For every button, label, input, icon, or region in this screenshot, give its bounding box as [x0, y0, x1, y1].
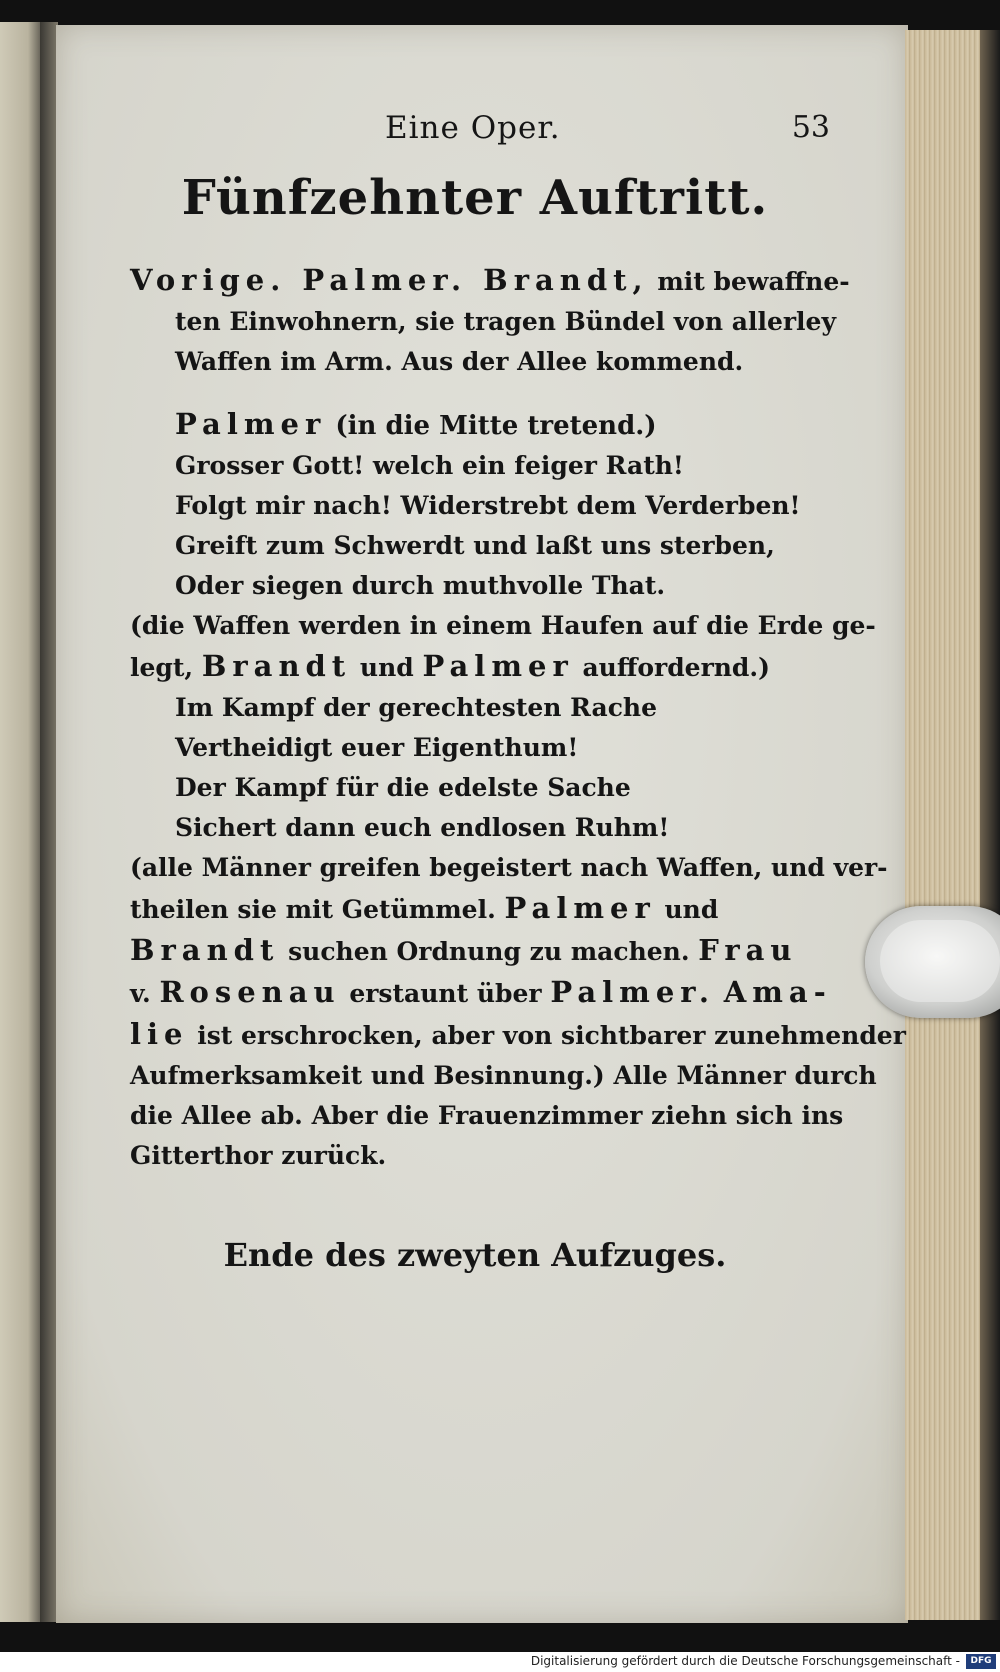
scene-title: Fünfzehnter Auftritt.	[181, 170, 769, 226]
character-name: Palmer	[504, 891, 656, 925]
stage-direction-line	[130, 646, 820, 688]
verse-line: Folgt mir nach! Widerstrebt dem Verderben!	[175, 491, 801, 520]
footer-bar	[0, 1652, 1000, 1672]
speaker-line	[130, 404, 820, 446]
running-head: Eine Oper.	[385, 110, 561, 146]
stage-intro-line-1-rest: mit bewaffne-	[657, 267, 850, 296]
character-name: Palmer.	[550, 975, 715, 1009]
stage-intro	[130, 260, 850, 382]
direction-text: ist erschrocken, aber von sichtbarer zunehmender	[197, 1021, 906, 1050]
dfg-logo: DFG	[966, 1654, 996, 1669]
stage-intro-line-3: Waffen im Arm. Aus der Allee kommend.	[175, 347, 744, 376]
stage-direction-line: Aufmerksamkeit und Besinnung.) Alle Männer durch	[130, 1061, 877, 1090]
stage-direction-line	[130, 930, 820, 972]
stage-intro-line-1	[130, 260, 850, 302]
page-block-shadow	[980, 30, 1000, 1620]
stage-direction-line: die Allee ab. Aber die Frauenzimmer ziehn sich ins	[130, 1101, 844, 1130]
stage-direction-line: (die Waffen werden in einem Haufen auf die Erde ge-	[130, 611, 876, 640]
stage-direction-line: (alle Männer greifen begeistert nach Waffen, und ver-	[130, 853, 888, 882]
stage-direction-1	[130, 606, 876, 688]
stage-direction-line	[130, 972, 832, 1014]
page-content	[130, 110, 906, 1274]
stage-intro-names: Vorige. Palmer. Brandt,	[130, 263, 649, 297]
speaker-name: Palmer	[175, 407, 327, 441]
stage-direction-line	[130, 888, 820, 930]
verse-line: Grosser Gott! welch ein feiger Rath!	[175, 451, 684, 480]
direction-text: erstaunt über	[349, 979, 542, 1008]
footer-credit: Digitalisierung gefördert durch die Deutsche Forschungsgemeinschaft -	[530, 1654, 960, 1668]
facing-page-edge	[0, 22, 40, 1622]
direction-text: und	[359, 653, 414, 682]
character-name: Rosenau	[159, 975, 341, 1009]
speaker-direction: (in die Mitte tretend.)	[335, 411, 657, 441]
verse-line: Der Kampf für die edelste Sache	[175, 773, 631, 802]
page-block-edge	[905, 30, 983, 1620]
direction-text: suchen Ordnung zu machen.	[288, 937, 690, 966]
page-number: 53	[791, 110, 830, 145]
act-end-line: Ende des zweyten Aufzuges.	[223, 1236, 727, 1274]
page-header	[130, 110, 830, 160]
page-clip-highlight	[880, 920, 1000, 1002]
verse-line: Greift zum Schwerdt und laßt uns sterben,	[175, 531, 775, 560]
stage-direction-line	[130, 1014, 906, 1056]
stage-intro-line-2: ten Einwohnern, sie tragen Bündel von allerley	[175, 307, 836, 336]
character-name: Brandt	[201, 649, 352, 683]
character-name: Ama-	[723, 975, 832, 1009]
verse-line: Im Kampf der gerechtesten Rache	[175, 693, 658, 722]
direction-text: auffordernd.)	[582, 653, 770, 682]
character-name: lie	[130, 1017, 189, 1051]
direction-text: theilen sie mit Getümmel.	[130, 895, 496, 924]
character-name: Frau	[698, 933, 798, 967]
direction-text: legt,	[130, 653, 194, 682]
stage-direction-2	[130, 848, 906, 1176]
stage-direction-line: Gitterthor zurück.	[130, 1141, 387, 1170]
verse-line: Oder siegen durch muthvolle That.	[175, 571, 666, 600]
direction-text: und	[664, 895, 719, 924]
character-name: Brandt	[130, 933, 280, 967]
verse-line: Vertheidigt euer Eigenthum!	[175, 733, 579, 762]
verse-line: Sichert dann euch endlosen Ruhm!	[175, 813, 670, 842]
character-name: Palmer	[422, 649, 574, 683]
direction-text: v.	[130, 979, 151, 1008]
